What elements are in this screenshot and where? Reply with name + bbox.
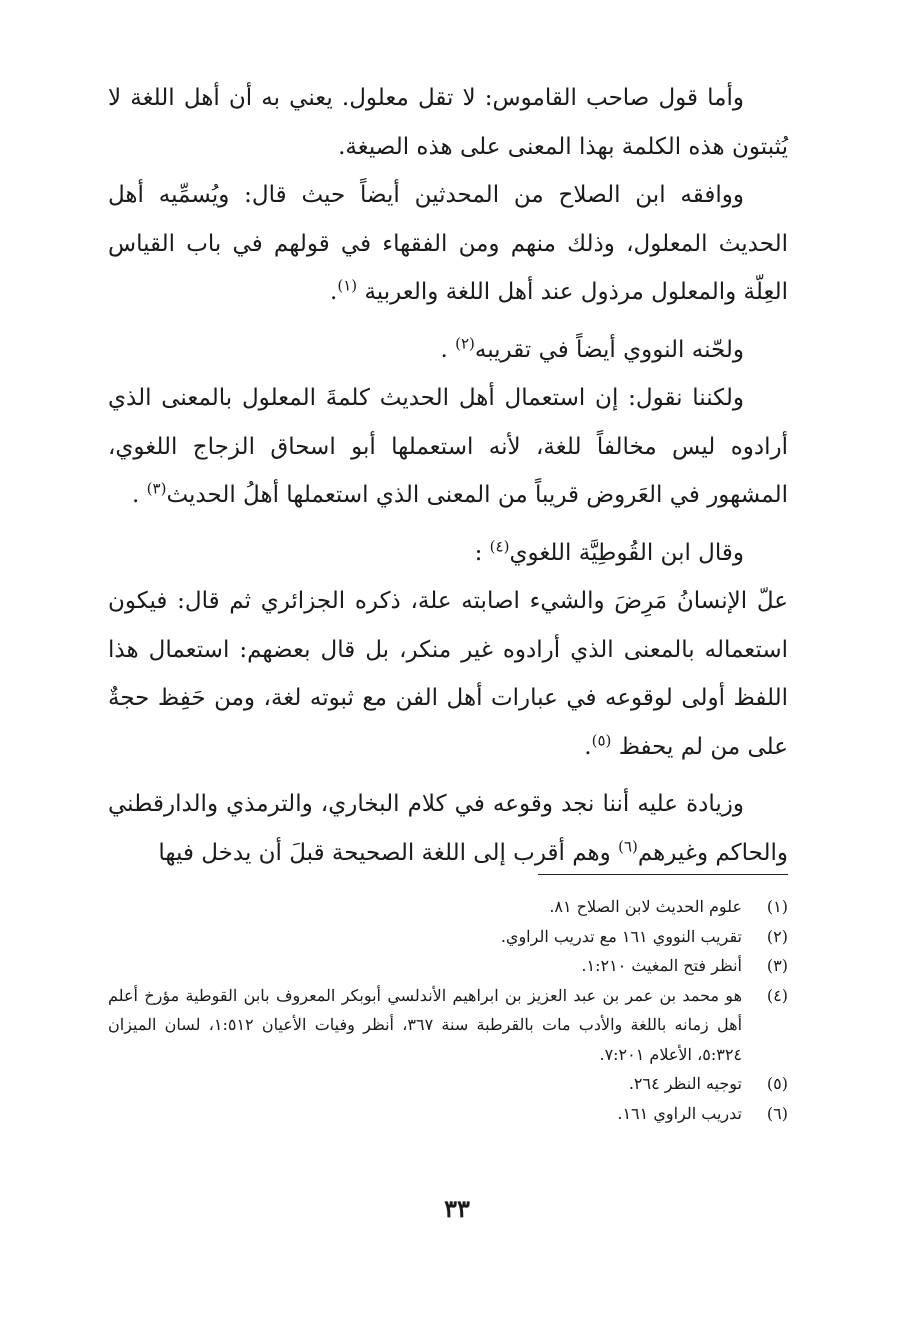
footnote-item [108, 892, 788, 922]
paragraph: وقال ابن القُوطِيَّة اللغوي$^{(٤)}$ : [474, 536, 744, 566]
footnotes [108, 892, 788, 1128]
footnote-number: (٦) [766, 1103, 788, 1123]
footnote-separator [538, 874, 788, 875]
footnote-text: هو محمد بن عمر بن عبد العزيز بن ابراهيم الأندلسي أبوبكر المعروف بابن القوطية مؤرخ أعلم أهل زمانه باللغة والأدب مات بالقرطبة سنة ٣٦٧، أنظر وفيات الأعيان ١:٥١٢، لسان الميزان ٥:٣٢٤، الأعلام ٧:٢٠١. [108, 985, 743, 1064]
footnote-text: علوم الحديث لابن الصلاح ٨١. [549, 897, 742, 916]
page-number: ٣٣ [444, 1194, 470, 1223]
footnote-ref: (٦) [618, 836, 638, 855]
footnote-item [108, 1069, 788, 1099]
main-text [108, 74, 788, 877]
footnote-text: تدريب الراوي ١٦١. [617, 1103, 742, 1123]
paragraph: وأما قول صاحب القاموس: لا تقل معلول. يعني به أن أهل اللغة لا يُثبتون هذه الكلمة بهذا المعنى على هذه الصيغة. [108, 85, 788, 160]
footnote-number: (٥) [766, 1074, 788, 1093]
footnote-text: تقريب النووي ١٦١ مع تدريب الراوي. [500, 926, 742, 946]
footnote-number: (٢) [766, 926, 788, 946]
paragraph: علّ الإنسانُ مَرِضَ والشيء اصابته علة، ذكره الجزائري ثم قال: فيكون استعماله بالمعنى الذي أرادوه غير منكر، بل قال بعضهم: استعمال هذا اللفظ أولى لوقوعه في عبارات أهل الفن مع ثبوته لغة، ومن حَفِظ حجةٌ على من لم يحفظ $^{(٥)}$. [108, 588, 788, 760]
paragraph: ولكننا نقول: إن استعمال أهل الحديث كلمةَ المعلول بالمعنى الذي أرادوه ليس مخالفاً للغة، لأنه استعملها أبو اسحاق الزجاج اللغوي، المشهور في العَروض قريباً من المعنى الذي استعملها أهلُ الحديث$^{(٣)}$ . [108, 385, 788, 508]
footnote-ref: (١) [337, 276, 358, 295]
footnote-item [108, 1099, 788, 1129]
footnote-ref: (٢) [455, 333, 475, 352]
paragraph: وزيادة عليه أننا نجد وقوعه في كلام البخاري، والترمذي والدارقطني والحاكم وغيرهم$^{(٦)}$ وهم أقرب إلى اللغة الصحيحة قبلَ أن يدخل فيها [108, 791, 788, 866]
paragraph: ولحّنه النووي أيضاً في تقريبه$^{(٢)}$ . [440, 333, 744, 363]
footnote-item [108, 981, 788, 1070]
paragraph: ووافقه ابن الصلاح من المحدثين أيضاً حيث قال: ويُسمِّيه أهل الحديث المعلول، وذلك منهم ومن الفقهاء في قولهم في باب القياس العِلّة والمعلول مرذول عند أهل اللغة والعربية $^{(١)}$. [108, 182, 788, 305]
footnote-text: توجيه النظر ٢٦٤. [628, 1074, 742, 1093]
footnote-number: (٤) [766, 985, 788, 1005]
footnote-number: (٣) [766, 956, 788, 975]
footnote-ref: (٣) [146, 479, 167, 498]
footnote-item [108, 922, 788, 952]
footnote-ref: (٤) [489, 536, 510, 555]
footnote-number: (١) [766, 897, 788, 916]
footnote-text: أنظر فتح المغيث ١:٢١٠. [581, 956, 742, 975]
footnote-ref: (٥) [591, 730, 612, 749]
footnote-item [108, 951, 788, 981]
